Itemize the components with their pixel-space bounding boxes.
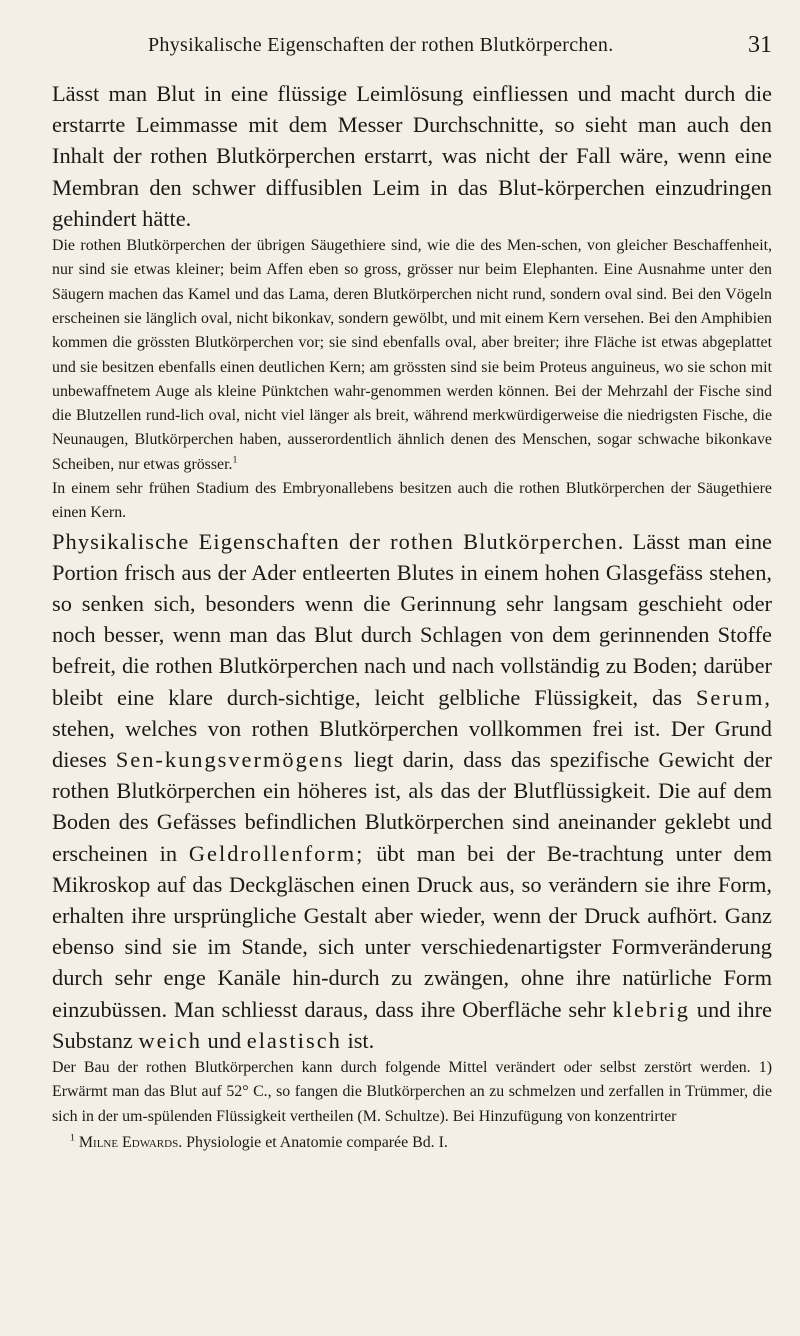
paragraph-physical-properties [52, 526, 772, 1056]
footnote-text: Physiologie et Anatomie comparée Bd. I. [186, 1133, 448, 1151]
text-run: stehen, welches von rothen Blutkörperchen vollkommen frei ist. Der Grund dieses [52, 715, 772, 772]
text-run: und ihre Substanz [52, 996, 772, 1053]
term-elastisch: elastisch [246, 1027, 342, 1053]
page-header [52, 34, 772, 64]
paragraph-gelatin: Lässt man Blut in eine flüssige Leimlösung einfliessen und macht durch die erstarrte Leimmasse mit dem Messer Durchschnitte, so sieht man auch den Inhalt der rothen Blutkörperchen erstarrt, was nicht der Fall wäre, wenn eine Membran den schwer diffusiblen Leim in das Blut-körperchen einzudringen gehindert hätte. [52, 81, 772, 231]
text-run: liegt darin, dass das spezifische Gewicht der rothen Blutkörperchen ein höheres ist, als das der Blutflüssigkeit. Die auf dem Boden des Gefässes befindlichen Blutkörperchen sind aneinander geklebt und erscheinen in [52, 747, 772, 866]
page-number: 31 [748, 32, 772, 58]
section-heading: Physikalische Eigenschaften der rothen Blutkörperchen. [52, 528, 625, 554]
footnote-author: Milne Edwards. [78, 1133, 183, 1151]
text-run: ist. [347, 1027, 375, 1053]
text-run: übt man bei der Be-trachtung unter dem Mikroskop auf das Deckgläschen einen Druck aus, so verändern sie ihre Form, erhalten ihre ursprüngliche Gestalt aber wieder, wenn der Druck aufhört. Ganz ebenso sind sie im Stande, sich unter verschiedenartigster Formveränderung durch sehr enge Kanäle hin-durch zu zwängen, ohne ihre natürliche Form einzubüssen. Man schliesst daraus, dass ihre Oberfläche sehr [52, 840, 772, 1022]
term-senkungsvermoegen: Sen-kungsvermögens [115, 747, 345, 772]
note-mammal-text: Die rothen Blutkörperchen der übrigen Säugethiere sind, wie die des Men-schen, von gleicher Beschaffenheit, nur sind sie etwas kleiner; beim Affen eben so gross, grösser nur beim Elephanten. Eine Ausnahme unter den Säugern machen das Kamel und das Lama, deren Blutkörperchen nicht rund, sondern oval sind. Bei den Vögeln erscheinen sie länglich oval, nicht bikonkav, sondern gewölbt, und mit einem Kern versehen. Bei den Amphibien kommen die grössten Blutkörperchen vor; sie sind ebenfalls oval, aber breiter; ihre Fläche ist etwas abgeplattet und sie besitzen ebenfalls einen deutlichen Kern; am grössten sind sie beim Proteus anguineus, wo sie schon mit unbewaffnetem Auge als kleine Pünktchen wahr-genommen werden können. Bei der Mehrzahl der Fische sind die Blutzellen rund-lich oval, nicht viel länger als breit, während merkwürdigerweise die niedrigsten Fische, die Neunaugen, Blutkörperchen haben, ausserordentlich ähnlich denen des Menschen, sogar schwache bikonkave Scheiben, nur etwas grösser. [52, 237, 772, 473]
note-mammal-blood-cells [52, 234, 772, 477]
note-destruction: Der Bau der rothen Blutkörperchen kann durch folgende Mittel verändert oder selbst zerstört werden. 1) Erwärmt man das Blut auf 52° C., so fangen die Blutkörperchen an zu schmelzen und zerfallen in Trümmer, die sich in der um-spülenden Flüssigkeit vertheilen (M. Schultze). Bei Hinzufügung von konzentrirter [52, 1059, 772, 1125]
text-run: Lässt man eine Portion frisch aus der Ader entleerten Blutes in einem hohen Glasgefäss stehen, so senken sich, besonders wenn die Gerinnung sehr langsam geschieht oder noch besser, wenn man das Blut durch Schlagen von dem gerinnenden Stoffe befreit, die rothen Blutkörperchen nach und nach vollständig zu Boden; darüber bleibt eine klare durch-sichtige, leicht gelbliche Flüssigkeit, das [52, 528, 772, 710]
footnote-marker: 1 [70, 1132, 75, 1144]
term-geldrollenform: Geldrollenform; [188, 840, 365, 866]
term-klebrig: klebrig [612, 996, 690, 1022]
running-head: Physikalische Eigenschaften der rothen Blutkörperchen. [148, 34, 614, 56]
note-embryo: In einem sehr frühen Stadium des Embryonallebens besitzen auch die rothen Blutkörperchen der Säugethiere einen Kern. [52, 479, 772, 522]
footnote [52, 1131, 772, 1155]
text-run: und [207, 1027, 242, 1053]
term-serum: Serum, [695, 684, 772, 710]
term-weich: weich [138, 1027, 202, 1053]
main-text [52, 78, 772, 1155]
footnote-reference: 1 [232, 454, 238, 466]
